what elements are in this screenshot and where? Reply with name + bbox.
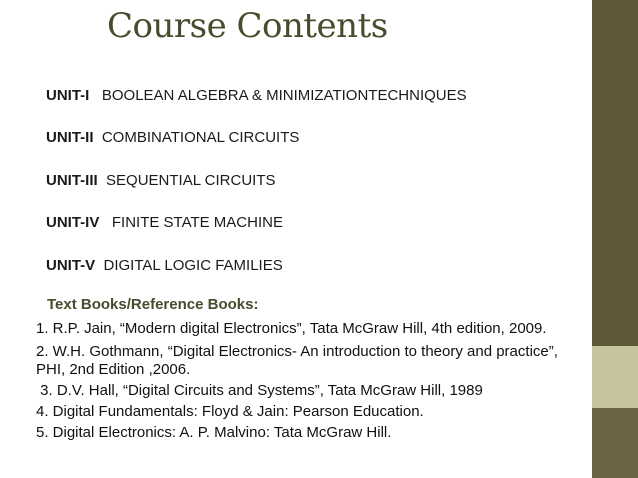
- books-heading: Text Books/Reference Books:: [47, 296, 259, 313]
- reference-line: 3. D.V. Hall, “Digital Circuits and Systems”, Tata McGraw Hill, 1989: [36, 382, 483, 399]
- reference-line: PHI, 2nd Edition ,2006.: [36, 361, 191, 378]
- unit-tag: UNIT-V: [46, 257, 96, 274]
- slide-title: Course Contents: [107, 6, 388, 46]
- sidebar-band-top: [592, 0, 638, 356]
- unit-tag: UNIT-II: [46, 129, 94, 146]
- unit-text: FINITE STATE MACHINE: [111, 214, 283, 231]
- sidebar-accent-block: [592, 346, 638, 408]
- unit-text: DIGITAL LOGIC FAMILIES: [103, 257, 283, 274]
- unit-row-2: [46, 129, 299, 146]
- sidebar-band-bottom: [592, 408, 638, 478]
- unit-tag: UNIT-IV: [46, 214, 100, 231]
- unit-row-1: [46, 87, 467, 104]
- reference-line: 1. R.P. Jain, “Modern digital Electronics”, Tata McGraw Hill, 4th edition, 2009.: [36, 320, 547, 337]
- unit-text: SEQUENTIAL CIRCUITS: [106, 172, 276, 189]
- unit-row-3: [46, 172, 275, 189]
- unit-text: BOOLEAN ALGEBRA & MINIMIZATIONTECHNIQUES: [101, 87, 467, 104]
- reference-line: 4. Digital Fundamentals: Floyd & Jain: Pearson Education.: [36, 403, 424, 420]
- unit-row-4: [46, 214, 283, 231]
- unit-text: COMBINATIONAL CIRCUITS: [101, 129, 300, 146]
- reference-line: 2. W.H. Gothmann, “Digital Electronics- An introduction to theory and practice”,: [36, 343, 558, 360]
- reference-line: 5. Digital Electronics: A. P. Malvino: Tata McGraw Hill.: [36, 424, 392, 441]
- unit-row-5: [46, 257, 283, 274]
- unit-tag: UNIT-III: [46, 172, 98, 189]
- unit-tag: UNIT-I: [46, 87, 90, 104]
